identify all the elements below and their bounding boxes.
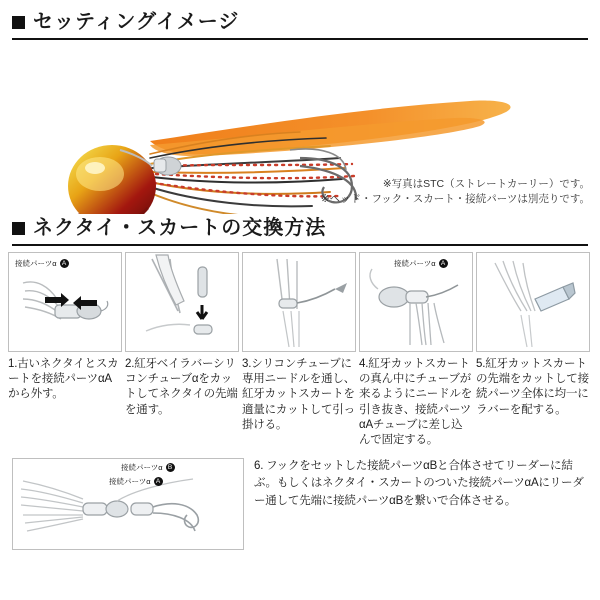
- steps-row: [0, 246, 600, 448]
- step-6-badge-b: [121, 462, 175, 473]
- hero-image: [0, 46, 600, 214]
- step-4-badge-label: 接続パーツα: [394, 259, 436, 268]
- step-6-text: 6. フックをセットした接続パーツαBと合体させてリーダーに結ぶ。もしくはネクタイ・スカートのついた接続パーツαAにリーダー通して先端に接続パーツαBを繋いで合体させる。: [254, 460, 584, 507]
- step-3-illustration: [242, 252, 356, 352]
- step-3: [242, 252, 356, 448]
- step-4-text: 4.紅牙カットスカートの真ん中にチューブが来るようにニードルを引き抜き、接続パーツαAチューブに差し込んで固定する。: [359, 358, 472, 446]
- step-4: [359, 252, 473, 448]
- step-6-row: [0, 448, 600, 550]
- step-1-badge-label: 接続パーツα: [15, 259, 57, 268]
- bullet-square-icon: [12, 16, 25, 29]
- step-6-badge-b-letter: B: [166, 463, 175, 472]
- section-title: ネクタイ・スカートの交換方法: [33, 217, 327, 239]
- step-2-illustration: [125, 252, 239, 352]
- step-1: [8, 252, 122, 448]
- step-1-illustration: [8, 252, 122, 352]
- step-5-text: 5.紅牙カットスカートの先端をカットして接続パーツ全体に均一にラバーを配する。: [476, 358, 589, 416]
- divider: [12, 38, 588, 40]
- step-1-badge-letter: A: [60, 259, 69, 268]
- step-2-text: 2.紅牙ベイラバーシリコンチューブαをカットしてネクタイの先端を通す。: [125, 358, 238, 416]
- section-title: セッティングイメージ: [33, 11, 240, 33]
- step-4-badge-letter: A: [439, 259, 448, 268]
- bullet-square-icon: [12, 222, 25, 235]
- section-header-setting: [0, 0, 600, 32]
- hero-note-1: ※写真はSTC（ストレートカーリー）です。: [382, 177, 590, 190]
- step-6-badge-a-label: 接続パーツα: [109, 477, 151, 487]
- step-6-illustration: [12, 458, 244, 550]
- step-1-badge: [15, 258, 69, 269]
- hero-notes: [321, 177, 590, 209]
- step-3-text: 3.シリコンチューブに専用ニードルを通し、紅牙カットスカートを適量にカットして引っ掛ける。: [242, 358, 355, 431]
- step-6-badge-a: [109, 476, 163, 487]
- step-6-badge-b-label: 接続パーツα: [121, 463, 163, 473]
- step-4-illustration: [359, 252, 473, 352]
- hero-note-2: ※ヘッド・フック・スカート・接続パーツは別売りです。: [320, 193, 590, 206]
- section-header-exchange: [0, 214, 600, 238]
- step-5: [476, 252, 590, 448]
- step-4-badge: [394, 258, 448, 269]
- step-1-text: 1.古いネクタイとスカートを接続パーツαAから外す。: [8, 358, 119, 401]
- step-5-illustration: [476, 252, 590, 352]
- step-6-badge-a-letter: A: [154, 477, 163, 486]
- step-2: [125, 252, 239, 448]
